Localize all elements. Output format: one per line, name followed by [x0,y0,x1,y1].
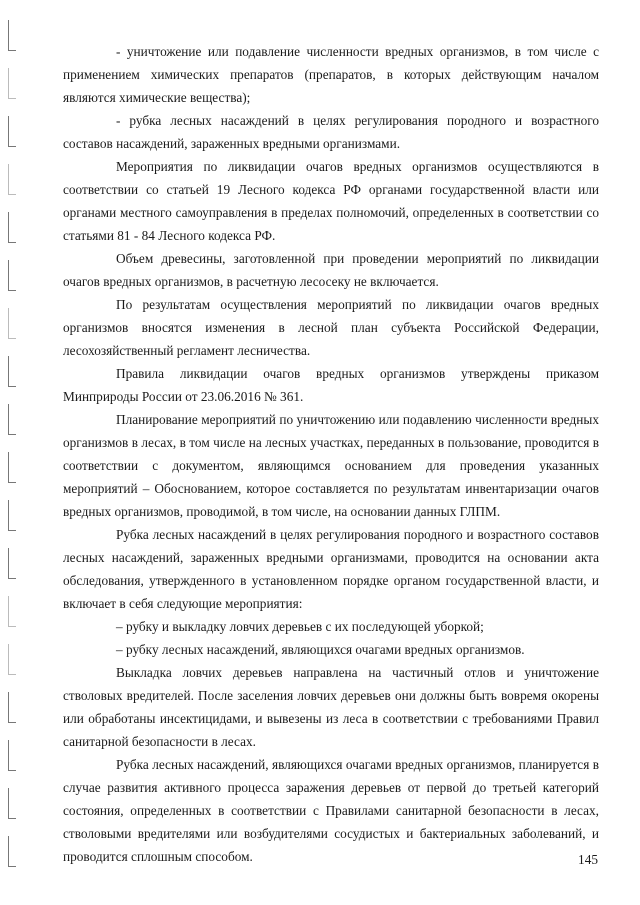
list-item-infested-stands: – рубку лесных насаждений, являющихся очагами вредных организмов. [116,642,525,657]
list-item-felling: - рубка лесных насаждений в целях регулирования породного и возрастного составов насаждений, зараженных вредными организмами. [63,113,599,151]
binding-mark [8,68,16,99]
paragraph-trap-trees: Выкладка ловчих деревьев направлена на частичный отлов и уничтожение стволовых вредителей. После заселения ловчих деревьев они должны быть вовремя окорены или обработаны инсектицидами, и вывезены из леса в соответствии с требованиями Правил санитарной безопасности в лесах. [63,665,599,749]
paragraph-felling-regulation: Рубка лесных насаждений в целях регулирования породного и возрастного составов лесных насаждений, зараженных вредными организмами, проводится на основании акта обследования, утвержденного в установленном порядке органом государственной власти, и включает в себя следующие мероприятия: [63,527,599,611]
binding-mark [8,20,16,51]
binding-mark [8,452,16,483]
binding-mark [8,692,16,723]
binding-mark [8,836,16,867]
binding-mark [8,596,16,627]
paragraph-rules: Правила ликвидации очагов вредных организмов утверждены приказом Минприроды России от 23.06.2016 № 361. [63,366,599,404]
list-item-destruction: - уничтожение или подавление численности вредных организмов, в том числе с применением химических препаратов (препаратов, в которых действующим началом являются химические вещества); [63,44,599,105]
document-body [63,40,599,868]
list-item-trap-trees: – рубку и выкладку ловчих деревьев с их последующей уборкой; [116,619,484,634]
binding-mark [8,164,16,195]
paragraph-measures: Мероприятия по ликвидации очагов вредных организмов осуществляются в соответствии со статьей 19 Лесного кодекса РФ органами государственной власти или органами местного самоуправления в пределах полномочий, определенных в соответствии со статьями 81 - 84 Лесного кодекса РФ. [63,159,599,243]
page-number: 145 [578,852,598,867]
binding-mark [8,308,16,339]
paragraph-planning: Планирование мероприятий по уничтожению или подавлению численности вредных организмов в лесах, в том числе на лесных участках, переданных в пользование, проводится в соответствии с документом, являющимся основанием для проведения указанных мероприятий – Обоснованием, которое составляется по результатам инвентаризации очагов вредных организмов, проводимой, в том числе, на основании данных ГЛПМ. [63,412,599,519]
binding-mark [8,260,16,291]
binding-mark [8,788,16,819]
binding-mark [8,740,16,771]
binding-mark [8,500,16,531]
binding-mark [8,356,16,387]
binding-mark [8,212,16,243]
binding-marks [8,20,22,880]
binding-mark [8,404,16,435]
binding-mark [8,548,16,579]
binding-mark [8,116,16,147]
paragraph-clear-felling: Рубка лесных насаждений, являющихся очагами вредных организмов, планируется в случае развития активного процесса заражения деревьев от первой до третьей категорий состояния, определенных в соответствии с Правилами санитарной безопасности в лесах, стволовыми вредителями или возбудителями сосудистых и бактериальных заболеваний, и проводится сплошным способом. [63,757,599,864]
binding-mark [8,644,16,675]
paragraph-forest-plan: По результатам осуществления мероприятий по ликвидации очагов вредных организмов вносятся изменения в лесной план субъекта Российской Федерации, лесохозяйственный регламент лесничества. [63,297,599,358]
paragraph-wood-volume: Объем древесины, заготовленной при проведении мероприятий по ликвидации очагов вредных организмов, в расчетную лесосеку не включается. [63,251,599,289]
